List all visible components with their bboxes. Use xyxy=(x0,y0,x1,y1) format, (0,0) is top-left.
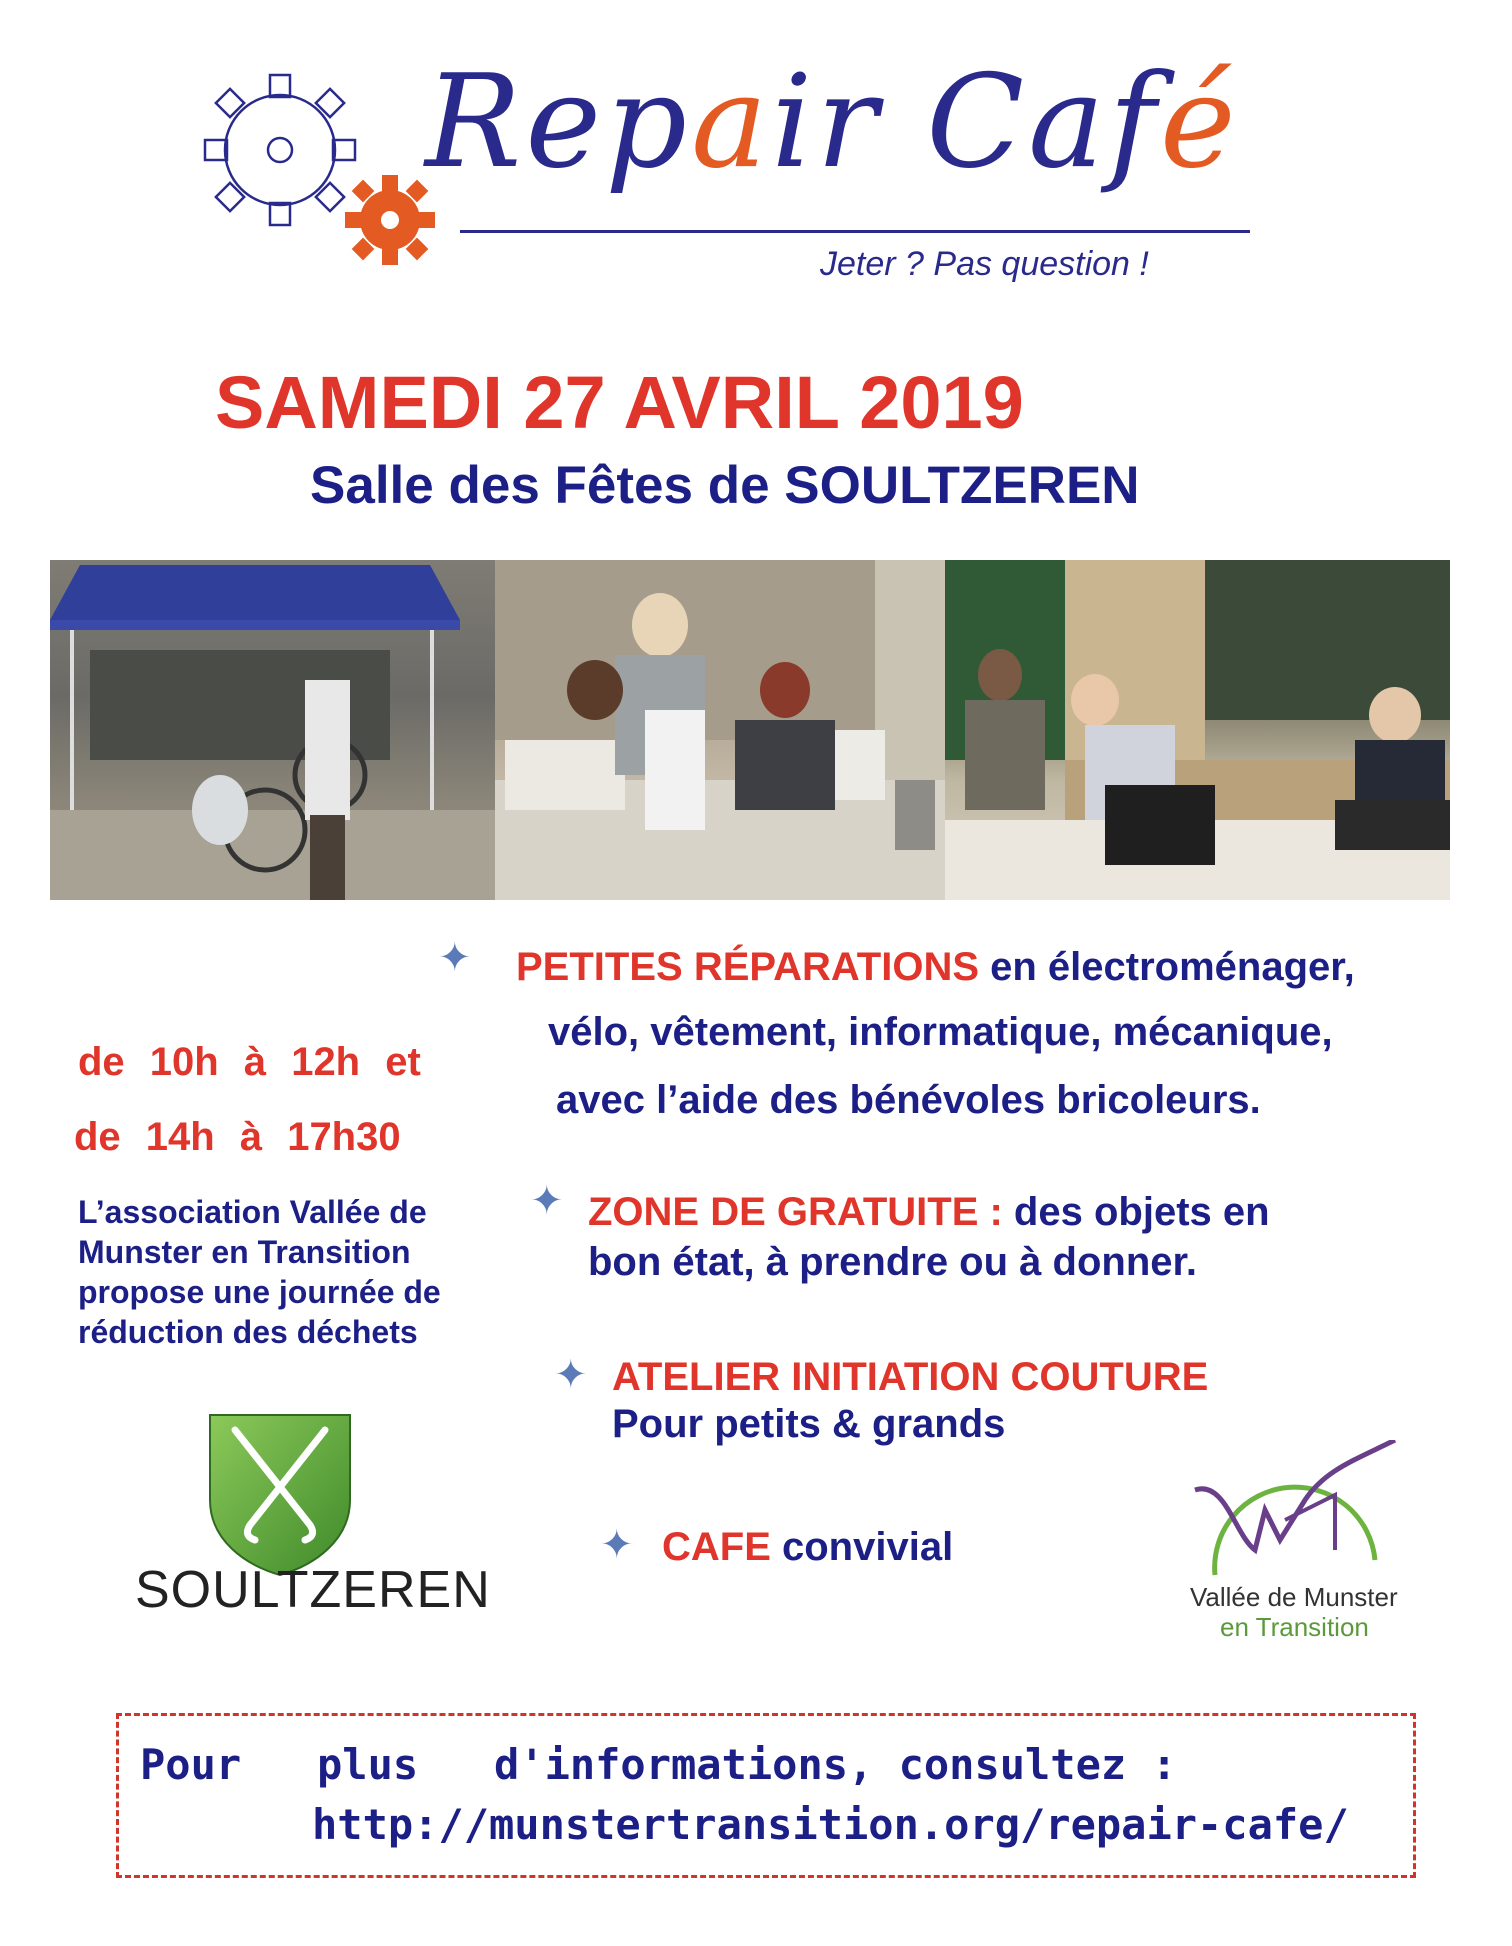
info-box xyxy=(116,1713,1416,1878)
activity-repairs-line2: vélo, vêtement, informatique, mécanique, xyxy=(548,1010,1333,1054)
vmt-logo-icon xyxy=(1185,1440,1405,1585)
photo-electronics-repair xyxy=(945,560,1450,900)
activity-repairs-line1: PETITES RÉPARATIONS en électroménager, xyxy=(516,945,1355,989)
sparkle-bullet-icon: ✦ xyxy=(438,936,472,980)
photo-sewing-workshop xyxy=(495,560,945,900)
vmt-logo-line2: en Transition xyxy=(1220,1612,1369,1642)
hours-afternoon: de 14h à 17h30 xyxy=(74,1115,401,1159)
event-date: SAMEDI 27 AVRIL 2019 xyxy=(215,361,1024,444)
soultzeren-logo-text: SOULTZEREN xyxy=(135,1561,491,1619)
repair-cafe-logo-title: Repair Café xyxy=(425,48,1240,197)
gear-logo-icon xyxy=(170,55,450,280)
hours-morning: de 10h à 12h et xyxy=(78,1040,421,1084)
activity-free-zone-line1: ZONE DE GRATUITE : des objets en xyxy=(588,1190,1270,1234)
sparkle-bullet-icon: ✦ xyxy=(554,1353,588,1397)
photo-bike-repair xyxy=(50,560,495,900)
activity-repairs-line3: avec l’aide des bénévoles bricoleurs. xyxy=(556,1078,1261,1122)
info-text: Pour plus d'informations, consultez : xyxy=(140,1740,1177,1789)
sparkle-bullet-icon: ✦ xyxy=(600,1523,634,1567)
association-description: L’association Vallée de Munster en Transition propose une journée de réduction des déchets xyxy=(78,1194,441,1350)
activity-sewing-line2: Pour petits & grands xyxy=(612,1402,1006,1446)
activity-cafe: CAFE convivial xyxy=(662,1525,954,1569)
tagline: Jeter ? Pas question ! xyxy=(820,245,1149,283)
logo-underline xyxy=(460,230,1250,233)
vmt-logo-line1: Vallée de Munster xyxy=(1190,1582,1398,1612)
soultzeren-shield-icon xyxy=(205,1410,355,1580)
activity-free-zone-line2: bon état, à prendre ou à donner. xyxy=(588,1240,1197,1284)
activity-sewing-line1: ATELIER INITIATION COUTURE xyxy=(612,1355,1209,1399)
info-url-link[interactable]: http://munstertransition.org/repair-cafe/ xyxy=(312,1800,1349,1849)
event-venue: Salle des Fêtes de SOULTZEREN xyxy=(310,456,1140,515)
sparkle-bullet-icon: ✦ xyxy=(530,1179,564,1223)
